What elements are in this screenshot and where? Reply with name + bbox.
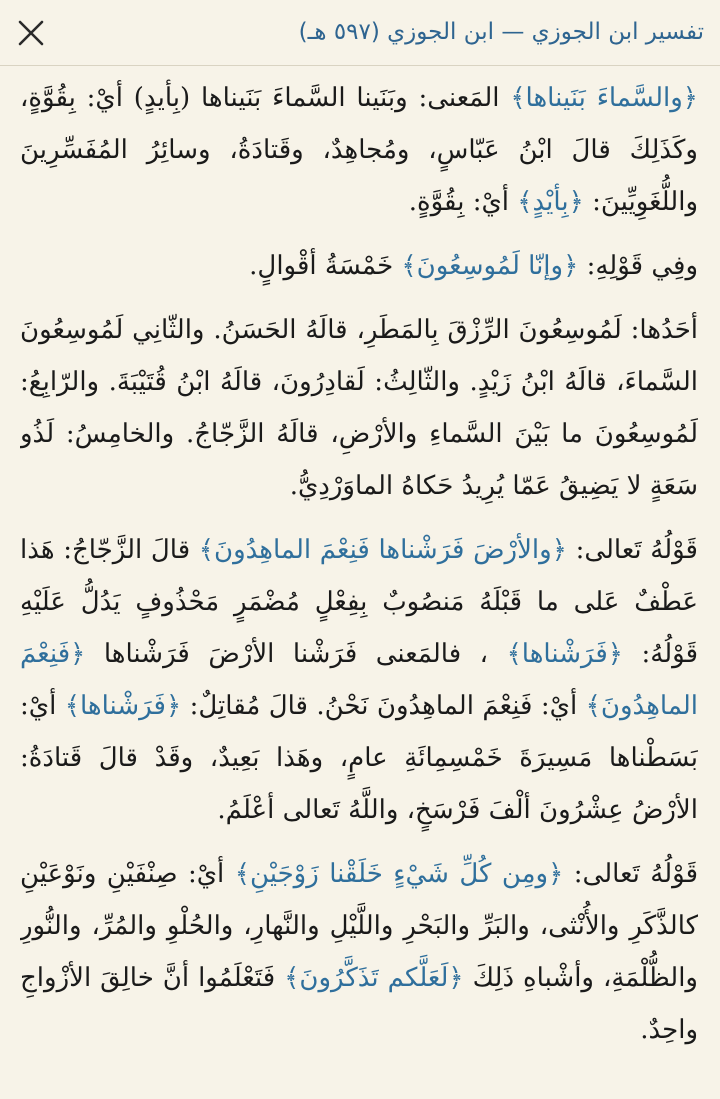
tafsir-text: ، فالمَعنى فَرَشْنا الأرْضَ فَرَشْناها [85, 639, 507, 669]
paragraph-2 [20, 240, 698, 292]
quran-close-bracket: ﴾ [284, 963, 300, 993]
quran-open-bracket: ﴿ [70, 639, 86, 669]
quran-open-bracket: ﴿ [568, 187, 584, 217]
quran-close-bracket: ﴾ [64, 691, 80, 721]
paragraph-1 [20, 72, 698, 228]
tafsir-text: أحَدُها: لَمُوسِعُونَ الرِّزْقَ بِالمَطَرِ، قالَهُ الحَسَنُ. والثّانِي لَمُوسِعُونَ السَّماءَ، قالَهُ ابْنُ زَيْدٍ. والثّالِثُ: لَقادِرُونَ، قالَهُ ابْنُ قُتَيْبَةَ. والرّابِعُ: لَمُوسِعُونَ ما بَيْنَ السَّماءِ والأرْضِ، قالَهُ الزَّجّاجُ. والخامِسُ: لَذُو سَعَةٍ لا يَضِيقُ عَمّا يُرِيدُ حَكاهُ الماوَرْدِيُّ. [20, 315, 698, 501]
tafsir-text: المَعنى: وبَنَينا السَّماءَ بَنَيناها (بِأيدٍ) أيْ: بِقُوَّةٍ، وكَذَلِكَ قالَ ابْنُ عَبّاسٍ، ومُجاهِدٌ، وقَتادَةُ، وسائِرُ المُفَسِّرِينَ واللُّغَوِيِّينَ: [20, 83, 698, 217]
paragraph-5 [20, 848, 698, 1056]
close-button[interactable] [10, 12, 52, 54]
quran-close-bracket: ﴾ [506, 639, 522, 669]
paragraph-4 [20, 524, 698, 836]
quran-verse[interactable]: فَرَشْناها [79, 691, 166, 721]
tafsir-text: قَوْلُهُ تَعالى: [563, 859, 698, 889]
quran-close-bracket: ﴾ [198, 535, 214, 565]
close-icon [10, 12, 52, 54]
tafsir-text: أيْ: صِنْفَيْنِ ونَوْعَيْنِ كالذَّكَرِ والأُنْثى، والبَرِّ والبَحْرِ واللَّيْلِ والنَّهارِ، والحُلْوِ والمُرِّ، والنُّورِ والظُّلْمَةِ، وأشْباهِ ذَلِكَ [20, 859, 698, 993]
top-bar [0, 0, 720, 66]
quran-verse[interactable]: ومِن كُلِّ شَيْءٍ خَلَقْنا زَوْجَيْنِ [249, 859, 549, 889]
quran-open-bracket: ﴿ [165, 691, 182, 721]
quran-close-bracket: ﴾ [401, 251, 417, 281]
quran-verse[interactable]: فَرَشْناها [521, 639, 608, 669]
quran-open-bracket: ﴿ [548, 859, 564, 889]
quran-open-bracket: ﴿ [551, 535, 567, 565]
tafsir-text: خَمْسَةُ أقْوالٍ. [249, 251, 402, 281]
quran-open-bracket: ﴿ [607, 639, 623, 669]
quran-open-bracket: ﴿ [448, 963, 464, 993]
tafsir-text: فَتَعْلَمُوا أنَّ خالِقَ الأزْواجِ واحِدٌ. [20, 963, 698, 1045]
quran-verse[interactable]: وإنّا لَمُوسِعُونَ [416, 251, 564, 281]
quran-verse[interactable]: لَعَلَّكم تَذَكَّرُونَ [299, 963, 449, 993]
quran-verse[interactable]: فَنِعْمَ الماهِدُونَ [20, 639, 698, 721]
quran-verse[interactable]: بِأيْدٍ [532, 187, 569, 217]
page-title: تفسير ابن الجوزي — ابن الجوزي (٥٩٧ هـ) [298, 19, 704, 45]
tafsir-text: قالَ الزَّجّاجُ: هَذا عَطْفٌ عَلى ما قَبْلَهُ مَنصُوبٌ بِفِعْلٍ مُضْمَرٍ مَحْذُوفٍ يَدُلُّ عَلَيْهِ قَوْلُهُ: [20, 535, 698, 669]
quran-close-bracket: ﴾ [510, 83, 526, 113]
quran-open-bracket: ﴿ [563, 251, 579, 281]
tafsir-text: أيْ: بَسَطْناها مَسِيرَةَ خَمْسِمِائَةِ عامٍ، وهَذا بَعِيدٌ، وقَدْ قالَ قَتادَةُ: الأرْضُ عِشْرُونَ ألْفَ فَرْسَخٍ، واللَّهُ تَعالى أعْلَمُ. [20, 691, 698, 825]
quran-open-bracket: ﴿ [682, 83, 698, 113]
quran-close-bracket: ﴾ [585, 691, 601, 721]
tafsir-text: أيْ: بِقُوَّةٍ. [408, 187, 518, 217]
quran-close-bracket: ﴾ [517, 187, 533, 217]
quran-verse[interactable]: والسَّماءَ بَنَيناها [525, 83, 683, 113]
paragraph-3 [20, 304, 698, 512]
tafsir-text: وفِي قَوْلِهِ: [578, 251, 698, 281]
tafsir-text: قَوْلُهُ تَعالى: [566, 535, 698, 565]
tafsir-text: أيْ: فَنِعْمَ الماهِدُونَ نَحْنُ. قالَ مُقاتِلٌ: [181, 691, 586, 721]
quran-verse[interactable]: والأرْضَ فَرَشْناها فَنِعْمَ الماهِدُونَ [214, 535, 552, 565]
quran-close-bracket: ﴾ [234, 859, 250, 889]
tafsir-content [20, 72, 698, 1092]
